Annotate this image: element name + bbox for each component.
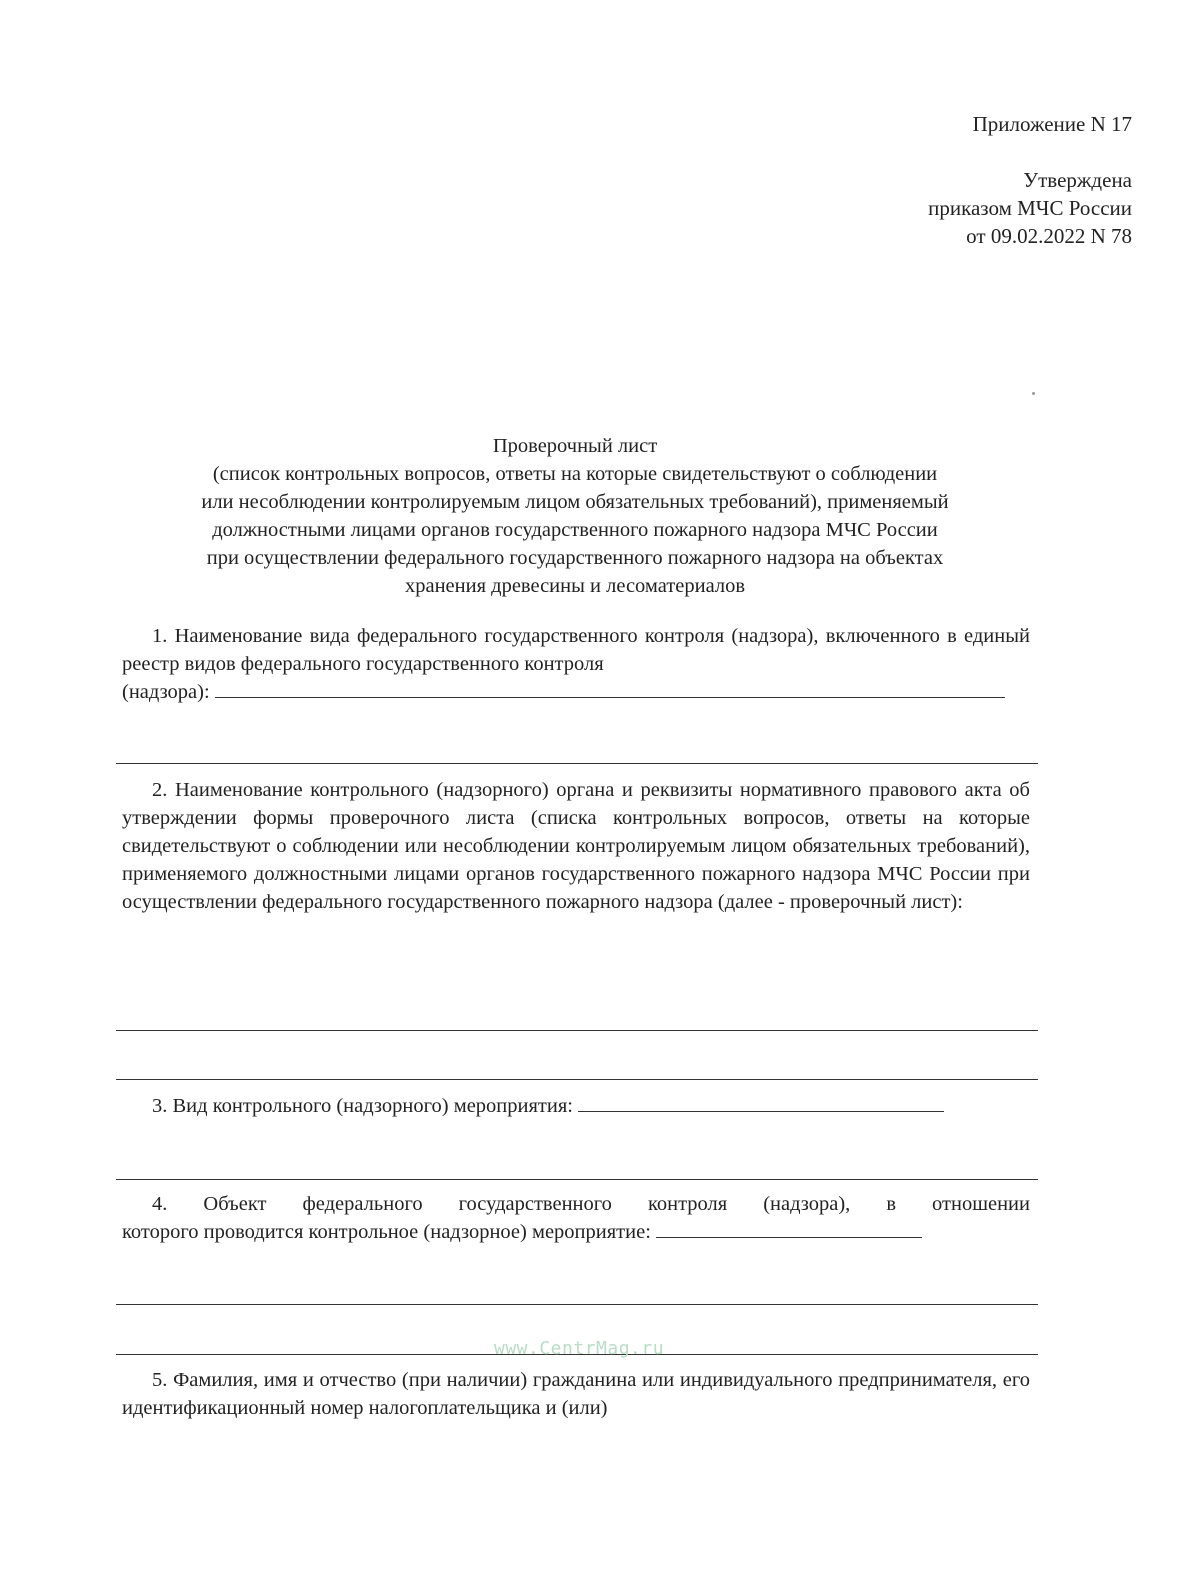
item-1-fill-line[interactable] — [215, 679, 1005, 698]
speck-mark — [1032, 392, 1035, 395]
date-line: от 09.02.2022 N 78 — [966, 224, 1132, 248]
item-2 — [122, 776, 1030, 916]
item-3-extra-line[interactable] — [116, 1179, 1038, 1180]
title-line-5: при осуществлении федерального государственного пожарного надзора на объектах — [206, 547, 944, 569]
item-3-fill-line[interactable] — [578, 1093, 944, 1112]
item-3 — [122, 1092, 1030, 1120]
title-line-3: или несоблюдении контролируемым лицом обязательных требований), применяемый — [201, 491, 949, 513]
title-line-4: должностными лицами органов государственного пожарного надзора МЧС России — [212, 519, 938, 541]
item-3-row — [122, 1092, 1030, 1120]
item-3-label: 3. Вид контрольного (надзорного) мероприятия: — [152, 1095, 573, 1117]
item-1-label: (надзора): — [122, 681, 210, 703]
item-4-label: которого проводится контрольное (надзорное) мероприятие: — [122, 1221, 651, 1243]
order-line: приказом МЧС России — [928, 196, 1132, 220]
item-5 — [122, 1366, 1030, 1422]
item-1-extra-line[interactable] — [116, 763, 1038, 764]
document-title — [100, 432, 1050, 600]
item-2-fill-line-2[interactable] — [116, 1079, 1038, 1080]
item-4-tail — [122, 1218, 1030, 1246]
appendix-number: Приложение N 17 — [972, 112, 1132, 136]
item-1 — [122, 622, 1030, 706]
item-2-text: 2. Наименование контрольного (надзорного) органа и реквизиты нормативного правового акта об утверждении формы проверочного листа (списка контрольных вопросов, ответы на которые свидетельствуют о соблюдении или несоблюдении контролируемым лицом обязательных требований), применяемого должностными лицами органов государственного пожарного надзора МЧС России при осуществлении федерального государственного пожарного надзора (далее - проверочный лист): — [122, 779, 1030, 913]
item-1-tail — [122, 678, 1030, 706]
item-1-text: 1. Наименование вида федерального государственного контроля (надзора), включенного в единый реестр видов федерального государственного контроля — [122, 625, 1030, 675]
item-2-fill-line-1[interactable] — [116, 1030, 1038, 1031]
title-line-6: хранения древесины и лесоматериалов — [404, 575, 746, 597]
watermark: www.CentrMag.ru — [494, 1338, 665, 1359]
item-4 — [122, 1190, 1030, 1246]
item-4-fill-line[interactable] — [656, 1219, 922, 1238]
approved-line: Утверждена — [1023, 168, 1132, 192]
approval-label — [928, 166, 1132, 250]
title-line-1: Проверочный лист — [492, 435, 658, 457]
item-4-fill-line-2[interactable] — [116, 1304, 1038, 1305]
item-4-line-1: 4. Объект федерального государственного контроля (надзора), в отношении — [152, 1193, 1030, 1215]
title-line-2: (список контрольных вопросов, ответы на которые свидетельствуют о соблюдении — [212, 463, 938, 485]
item-5-text: 5. Фамилия, имя и отчество (при наличии) гражданина или индивидуального предпринимателя, его идентификационный номер налогоплательщика и (или) — [122, 1369, 1030, 1419]
